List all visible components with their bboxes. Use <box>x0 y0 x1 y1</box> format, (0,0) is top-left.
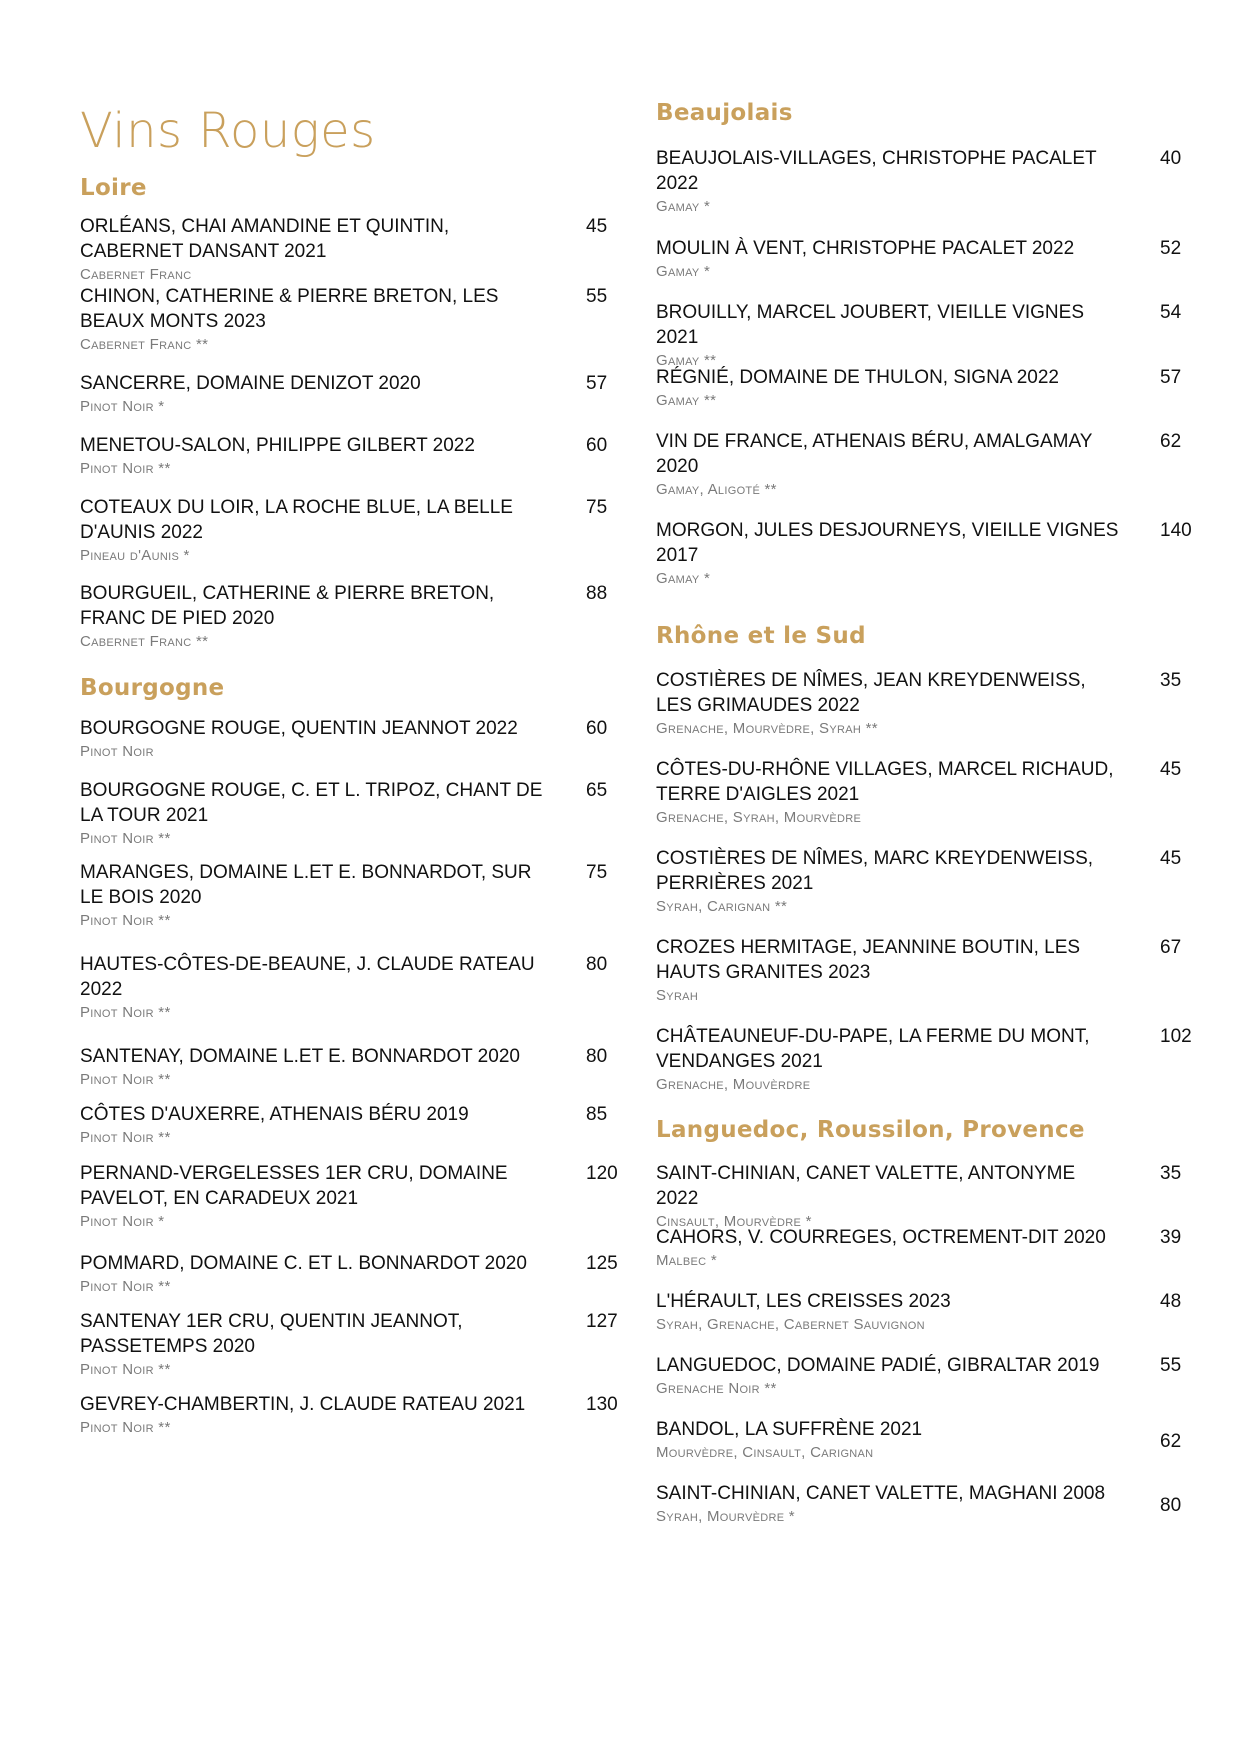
wine-item <box>656 1225 1196 1270</box>
wine-price: 130 <box>586 1394 618 1415</box>
wine-name: CAHORS, V. COURREGES, OCTREMENT-DIT 2020 <box>656 1227 1106 1248</box>
wine-price: 48 <box>1160 1291 1182 1312</box>
wine-name: COTEAUX DU LOIR, LA ROCHE BLUE, LA BELLE D'AUNIS 2022 <box>80 497 513 543</box>
wine-name: PERNAND-VERGELESSES 1ER CRU, DOMAINE PAVELOT, EN CARADEUX 2021 <box>80 1163 508 1209</box>
wine-name: SANTENAY, DOMAINE L.ET E. BONNARDOT 2020 <box>80 1046 520 1067</box>
region-heading-loire: Loire <box>80 175 147 201</box>
wine-price: 54 <box>1160 302 1182 323</box>
wine-price: 45 <box>1160 848 1182 869</box>
wine-item <box>80 1161 620 1231</box>
page-title: Vins Rouges <box>80 103 376 159</box>
wine-price: 52 <box>1160 238 1182 259</box>
wine-grape: Cabernet Franc ** <box>80 633 209 650</box>
wine-price: 85 <box>586 1104 608 1125</box>
wine-grape: Grenache, Mouvèrdre <box>656 1076 811 1093</box>
wine-price: 80 <box>586 954 608 975</box>
wine-price: 57 <box>586 373 608 394</box>
wine-grape: Pinot Noir ** <box>80 912 171 929</box>
wine-name: GEVREY-CHAMBERTIN, J. CLAUDE RATEAU 2021 <box>80 1394 526 1415</box>
wine-grape: Grenache Noir ** <box>656 1380 777 1397</box>
wine-grape: Cinsault, Mourvèdre * <box>656 1213 812 1230</box>
wine-name: MOULIN À VENT, CHRISTOPHE PACALET 2022 <box>656 238 1075 259</box>
wine-grape: Pinot Noir ** <box>80 460 171 477</box>
wine-price: 39 <box>1160 1227 1182 1248</box>
wine-grape: Pinot Noir ** <box>80 1129 171 1146</box>
wine-price: 45 <box>586 216 608 237</box>
wine-name: BROUILLY, MARCEL JOUBERT, VIEILLE VIGNES 2021 <box>656 302 1085 348</box>
wine-item <box>80 433 620 478</box>
wine-name: BANDOL, LA SUFFRÈNE 2021 <box>656 1419 923 1440</box>
wine-price: 75 <box>586 497 608 518</box>
wine-name: L'HÉRAULT, LES CREISSES 2023 <box>656 1291 951 1312</box>
wine-name: VIN DE FRANCE, ATHENAIS BÉRU, AMALGAMAY 2020 <box>656 431 1093 477</box>
wine-price: 45 <box>1160 759 1182 780</box>
wine-grape: Mourvèdre, Cinsault, Carignan <box>656 1444 874 1461</box>
wine-item <box>656 846 1196 916</box>
wine-price: 80 <box>586 1046 608 1067</box>
wine-price: 55 <box>586 286 608 307</box>
wine-item <box>656 1024 1196 1094</box>
wine-name: RÉGNIÉ, DOMAINE DE THULON, SIGNA 2022 <box>656 367 1059 388</box>
wine-price: 102 <box>1160 1026 1192 1047</box>
wine-grape: Syrah, Grenache, Cabernet Sauvignon <box>656 1316 925 1333</box>
wine-name: CHÂTEAUNEUF-DU-PAPE, LA FERME DU MONT, VENDANGES 2021 <box>656 1026 1090 1072</box>
wine-grape: Pinot Noir ** <box>80 1278 171 1295</box>
wine-item <box>80 214 620 283</box>
wine-item <box>656 429 1196 499</box>
wine-price: 120 <box>586 1163 618 1184</box>
wine-item <box>656 236 1196 281</box>
region-heading-bourgogne: Bourgogne <box>80 675 225 701</box>
wine-price: 35 <box>1160 1163 1182 1184</box>
wine-name: BOURGOGNE ROUGE, C. ET L. TRIPOZ, CHANT DE LA TOUR 2021 <box>80 780 543 826</box>
wine-name: MENETOU-SALON, PHILIPPE GILBERT 2022 <box>80 435 475 456</box>
wine-item <box>656 146 1196 216</box>
wine-name: ORLÉANS, CHAI AMANDINE ET QUINTIN, CABERNET DANSANT 2021 <box>80 216 450 262</box>
wine-grape: Syrah, Mourvèdre * <box>656 1508 795 1525</box>
wine-item <box>80 1102 620 1147</box>
wine-item <box>80 371 620 416</box>
wine-grape: Pinot Noir ** <box>80 1361 171 1378</box>
wine-grape: Malbec * <box>656 1252 717 1269</box>
wine-name: HAUTES-CÔTES-DE-BEAUNE, J. CLAUDE RATEAU 2022 <box>80 954 535 1000</box>
wine-name: MARANGES, DOMAINE L.ET E. BONNARDOT, SUR LE BOIS 2020 <box>80 862 532 908</box>
wine-grape: Gamay * <box>656 570 711 587</box>
wine-item <box>80 952 620 1022</box>
wine-name: SANTENAY 1ER CRU, QUENTIN JEANNOT, PASSETEMPS 2020 <box>80 1311 463 1357</box>
wine-name: COSTIÈRES DE NÎMES, JEAN KREYDENWEISS, LES GRIMAUDES 2022 <box>656 670 1086 716</box>
wine-price: 62 <box>1160 431 1182 452</box>
wine-item <box>80 1044 620 1089</box>
wine-grape: Pineau d'Aunis * <box>80 547 190 564</box>
wine-item <box>80 495 620 565</box>
wine-name: SANCERRE, DOMAINE DENIZOT 2020 <box>80 373 421 394</box>
wine-price: 55 <box>1160 1355 1182 1376</box>
region-heading-languedoc: Languedoc, Roussilon, Provence <box>656 1117 1085 1143</box>
wine-item <box>80 1392 620 1437</box>
wine-grape: Cabernet Franc ** <box>80 336 209 353</box>
wine-price: 65 <box>586 780 608 801</box>
wine-item <box>656 1161 1196 1231</box>
wine-grape: Syrah, Carignan ** <box>656 898 788 915</box>
wine-item <box>80 581 620 651</box>
wine-grape: Gamay ** <box>656 352 717 369</box>
wine-price: 60 <box>586 435 608 456</box>
wine-price: 125 <box>586 1253 618 1274</box>
wine-grape: Pinot Noir <box>80 743 154 760</box>
wine-grape: Grenache, Mourvèdre, Syrah ** <box>656 720 878 737</box>
wine-price: 88 <box>586 583 608 604</box>
wine-item <box>656 1289 1196 1334</box>
wine-name: CROZES HERMITAGE, JEANNINE BOUTIN, LES HAUTS GRANITES 2023 <box>656 937 1081 983</box>
wine-name: CHINON, CATHERINE & PIERRE BRETON, LES BEAUX MONTS 2023 <box>80 286 499 332</box>
wine-name: SAINT-CHINIAN, CANET VALETTE, ANTONYME 2022 <box>656 1163 1076 1209</box>
wine-grape: Syrah <box>656 987 699 1004</box>
wine-item <box>80 778 620 848</box>
wine-name: BOURGOGNE ROUGE, QUENTIN JEANNOT 2022 <box>80 718 518 739</box>
wine-item <box>656 1481 1196 1526</box>
wine-grape: Pinot Noir ** <box>80 1419 171 1436</box>
wine-item <box>656 1417 1196 1462</box>
wine-price: 35 <box>1160 670 1182 691</box>
wine-grape: Pinot Noir * <box>80 1213 165 1230</box>
wine-item <box>656 300 1196 370</box>
wine-item <box>80 716 620 761</box>
wine-item <box>656 518 1196 588</box>
wine-price: 40 <box>1160 148 1182 169</box>
wine-name: CÔTES D'AUXERRE, ATHENAIS BÉRU 2019 <box>80 1104 469 1125</box>
wine-grape: Gamay ** <box>656 392 717 409</box>
wine-grape: Pinot Noir ** <box>80 1004 171 1021</box>
wine-item <box>656 668 1196 738</box>
wine-grape: Pinot Noir * <box>80 398 165 415</box>
wine-name: BEAUJOLAIS-VILLAGES, CHRISTOPHE PACALET 2022 <box>656 148 1097 194</box>
wine-name: MORGON, JULES DESJOURNEYS, VIEILLE VIGNES 2017 <box>656 520 1119 566</box>
wine-price: 75 <box>586 862 608 883</box>
wine-grape: Gamay * <box>656 198 711 215</box>
wine-grape: Cabernet Franc <box>80 266 192 283</box>
wine-price: 60 <box>586 718 608 739</box>
wine-name: BOURGUEIL, CATHERINE & PIERRE BRETON, FRANC DE PIED 2020 <box>80 583 495 629</box>
wine-grape: Gamay, Aligoté ** <box>656 481 777 498</box>
wine-price: 67 <box>1160 937 1182 958</box>
wine-item <box>656 365 1196 410</box>
wine-name: LANGUEDOC, DOMAINE PADIÉ, GIBRALTAR 2019 <box>656 1355 1100 1376</box>
wine-item <box>656 1353 1196 1398</box>
wine-grape: Pinot Noir ** <box>80 830 171 847</box>
wine-item <box>80 1251 620 1296</box>
wine-item <box>80 1309 620 1379</box>
wine-name: POMMARD, DOMAINE C. ET L. BONNARDOT 2020 <box>80 1253 527 1274</box>
wine-item <box>80 860 620 930</box>
wine-name: CÔTES-DU-RHÔNE VILLAGES, MARCEL RICHAUD, TERRE D'AIGLES 2021 <box>656 759 1114 805</box>
wine-price: 62 <box>1160 1431 1182 1452</box>
region-heading-rhone: Rhône et le Sud <box>656 623 866 649</box>
wine-price: 80 <box>1160 1495 1182 1516</box>
wine-price: 140 <box>1160 520 1192 541</box>
wine-item <box>656 935 1196 1005</box>
wine-name: COSTIÈRES DE NÎMES, MARC KREYDENWEISS, PERRIÈRES 2021 <box>656 848 1094 894</box>
wine-price: 127 <box>586 1311 618 1332</box>
wine-item <box>80 284 620 354</box>
region-heading-beaujolais: Beaujolais <box>656 100 793 126</box>
wine-item <box>656 757 1196 827</box>
wine-grape: Pinot Noir ** <box>80 1071 171 1088</box>
wine-price: 57 <box>1160 367 1182 388</box>
wine-name: SAINT-CHINIAN, CANET VALETTE, MAGHANI 2008 <box>656 1483 1106 1504</box>
wine-grape: Grenache, Syrah, Mourvèdre <box>656 809 862 826</box>
wine-grape: Gamay * <box>656 263 711 280</box>
